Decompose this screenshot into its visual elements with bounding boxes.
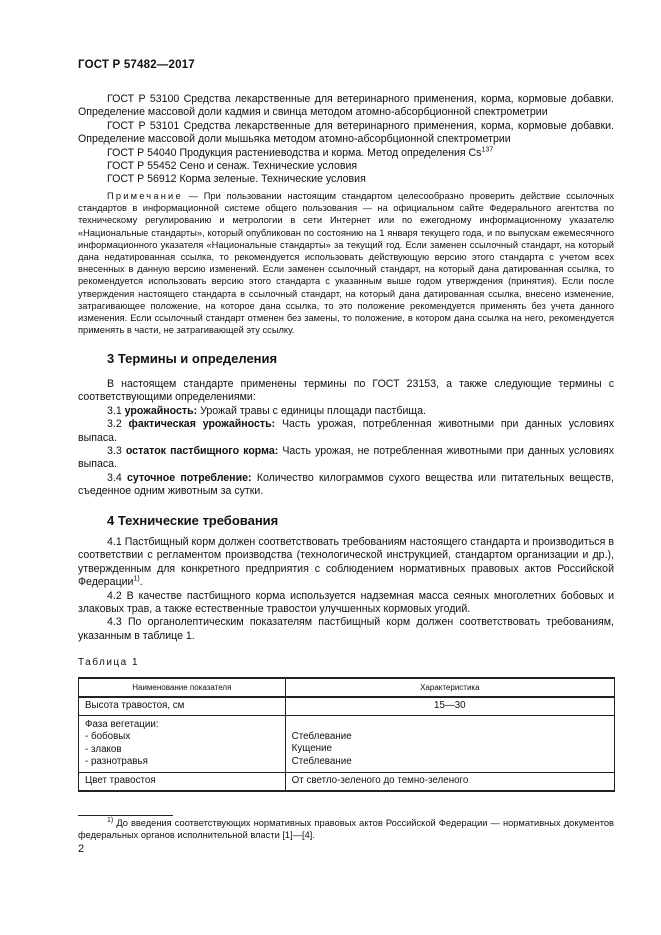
table-cell: 15—30 bbox=[285, 697, 614, 716]
table-caption: Таблица 1 bbox=[78, 657, 140, 668]
reference-item: ГОСТ Р 53101 Средства лекарственные для ветеринарного применения, корма, кормовые добавки. Определение массовой доли мышьяка методом атомно-абсорбционной спектрометрии bbox=[78, 119, 614, 146]
table-row bbox=[79, 697, 615, 716]
reference-item: ГОСТ Р 54040 Продукция растениеводства и корма. Метод определения Cs$^{137}$ bbox=[107, 146, 494, 159]
table-row bbox=[79, 716, 615, 773]
reference-item: ГОСТ Р 55452 Сено и сенаж. Технические условия bbox=[107, 160, 358, 173]
note-text: — При пользовании настоящим стандартом целесообразно проверить действие ссылочных стандартов в информационной системе общего пользования — на официальном сайте Федерального агентства по техническому регулированию и метрологии в сети Интернет или по ежегодному информационному указателю «Национальные стандарты», который опубликован по состоянию на 1 января текущего года, и по выпускам ежемесячного информационного указателя «Национальные стандарты» за текущий год. Если заменен ссылочный стандарт, на который дана недатированная ссылка, то рекомендуется использовать действующую версию этого стандарта с учетом всех внесенных в данную версию изменений. Если заменен ссылочный стандарт, на который дана датированная ссылка, то рекомендуется использовать версию этого стандарта с указанным выше годом утверждения (принятия). Если после утверждения настоящего стандарта в ссылочный стандарт, на который дана датированная ссылка, внесено изменение, затрагивающее положение, на которое дана ссылка, то это положение рекомендуется применять без учета данного изменения. Если ссылочный стандарт отменен без замены, то положение, в котором дана ссылка на него, рекомендуется применять в части, не затрагивающей эту ссылку. bbox=[78, 191, 614, 336]
section-4-body bbox=[78, 536, 614, 643]
page-number: 2 bbox=[78, 843, 85, 855]
note-label: Примечание bbox=[107, 191, 183, 201]
table-row bbox=[79, 773, 615, 792]
paragraph-4-3: 4.3 По органолептическим показателям пастбищный корм должен соответствовать требованиям, указанным в таблице 1. bbox=[78, 616, 614, 642]
note-block bbox=[78, 190, 614, 336]
document-header: ГОСТ Р 57482—2017 bbox=[78, 59, 195, 71]
term-item: 3.1 урожайность: Урожай травы с единицы площади пастбища. bbox=[107, 404, 426, 417]
table-header-value: Характеристика bbox=[285, 678, 614, 697]
term-item: 3.4 суточное потребление: Количество килограммов сухого вещества или питательных веществ, съеденное одним животным за сутки. bbox=[78, 471, 615, 498]
table-header-name: Наименование показателя bbox=[79, 678, 286, 697]
section-3-title: 3 Термины и определения bbox=[107, 351, 278, 366]
requirements-table bbox=[78, 677, 615, 792]
section-3-body bbox=[78, 378, 614, 499]
footnote-separator bbox=[78, 815, 173, 816]
normative-references bbox=[78, 93, 614, 187]
reference-item: ГОСТ Р 53100 Средства лекарственные для ветеринарного применения, корма, кормовые добавки. Определение массовой доли кадмия и свинца методом атомно-абсорбционной спектрометрии bbox=[78, 93, 614, 119]
section-4-title: 4 Технические требования bbox=[107, 513, 279, 528]
paragraph-4-2: 4.2 В качестве пастбищного корма используется надземная масса сеяных многолетних бобовых и злаковых трав, а также естественные травостои улучшенных кормовых угодий. bbox=[78, 589, 614, 616]
footnote-mark: 1) bbox=[107, 816, 114, 824]
table-cell: Цвет травостоя bbox=[79, 773, 286, 792]
reference-item: ГОСТ Р 56912 Корма зеленые. Технические условия bbox=[107, 173, 366, 186]
table-cell: От светло-зеленого до темно-зеленого bbox=[285, 773, 614, 792]
section-3-intro: В настоящем стандарте применены термины по ГОСТ 23153, а также следующие термины с соответствующими определениями: bbox=[78, 378, 614, 404]
table-cell: Фаза вегетации: - бобовых - злаков - разнотравья bbox=[79, 716, 286, 773]
footnote: $^{1)}$ До введения соответствующих нормативных правовых актов Российской Федерации — нормативных документов федеральных органов исполнительной власти [1]—[4]. bbox=[78, 816, 614, 841]
paragraph-4-1: 4.1 Пастбищный корм должен соответствовать требованиям настоящего стандарта и производиться в соответствии с регламентом производства (технологической инструкцией, стандартом организации и др.), утвержденным для конкретного предприятия с соблюдением нормативных правовых актов Российской Федерации$^{1)}$. bbox=[78, 536, 614, 589]
superscript: 137 bbox=[481, 146, 494, 154]
table-cell: Высота травостоя, см bbox=[79, 697, 286, 716]
term-item: 3.3 остаток пастбищного корма: Часть урожая, не потребленная животными при данных условиях выпаса. bbox=[78, 445, 615, 471]
term-item: 3.2 фактическая урожайность: Часть урожая, потребленная животными при данных условиях выпаса. bbox=[78, 418, 615, 444]
table-cell: Стеблевание Кущение Стеблевание bbox=[285, 716, 614, 773]
footnote-ref: 1) bbox=[133, 575, 140, 583]
